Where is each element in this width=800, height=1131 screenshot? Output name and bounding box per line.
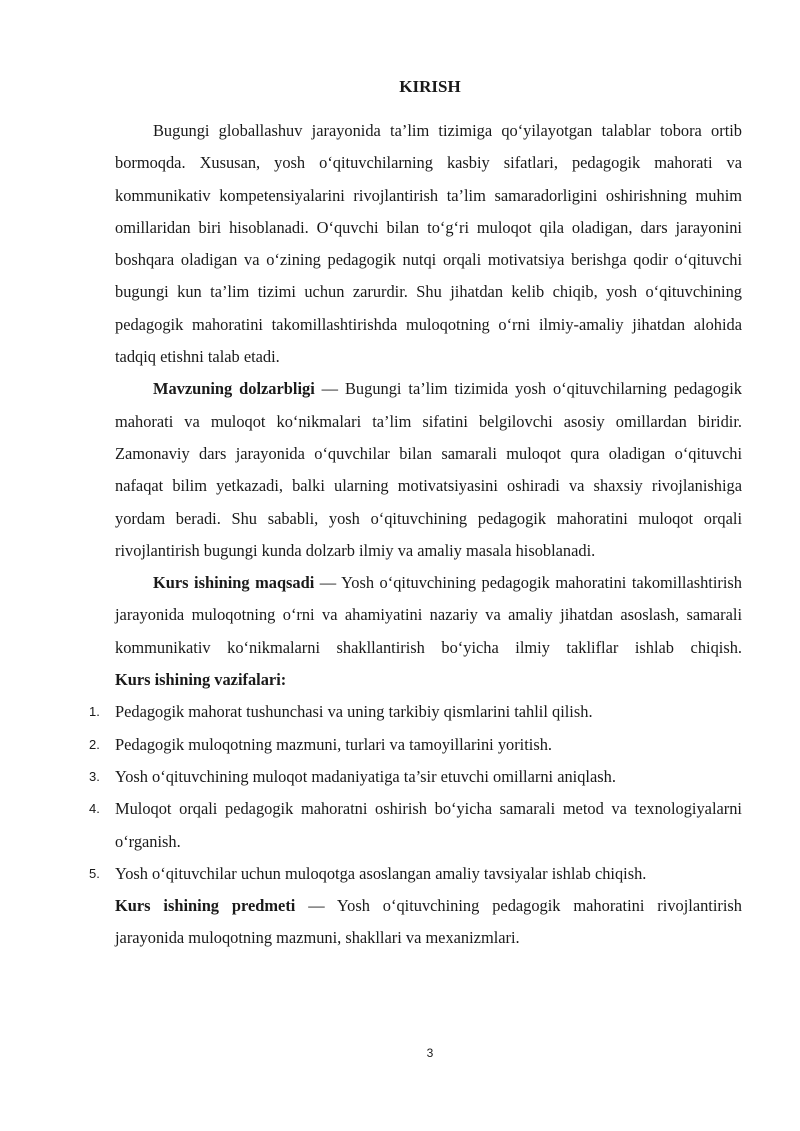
list-item-text: Pedagogik mahorat tushunchasi va uning tarkibiy qismlarini tahlil qilish.: [115, 702, 593, 722]
goal-label: Kurs ishining maqsadi: [153, 573, 315, 593]
list-item-text: Pedagogik muloqotning mazmuni, turlari va tamoyillarini yoritish.: [115, 734, 553, 754]
list-number: 2.: [89, 736, 100, 752]
list-item-text: Muloqot orqali pedagogik mahoratni oshirish bo‘yicha samarali metod va texnologiyalarni o‘rganish.: [115, 799, 742, 851]
list-item: [89, 696, 742, 728]
subject-text: — Yosh o‘qituvchining pedagogik mahoratini rivojlantirish jarayonida muloqotning mazmuni, shakllari va mexanizmlari.: [115, 896, 742, 948]
list-item: [89, 729, 742, 761]
body-text: [89, 115, 742, 955]
intro-paragraph: Bugungi globallashuv jarayonida ta’lim tizimiga qo‘yilayotgan talablar tobora ortib bormoqda. Xususan, yosh o‘qituvchilarning kasbiy sifatlari, pedagogik mahorati va kommunikativ kompetensiyalarini rivojlantirish ta’lim samaradorligini oshirishning muhim omillaridan biri hisoblanadi. O‘quvchi bilan to‘g‘ri muloqot qila oladigan, dars jarayonini boshqara oladigan va o‘zining pedagogik nutqi orqali motivatsiya berishga qodir o‘qituvchi bugungi kun ta’lim tizimi uchun zarurdir. Shu jihatdan kelib chiqib, yosh o‘qituvchining pedagogik mahoratini takomillashtirishda muloqotning o‘rni ilmiy-amaliy jihatdan alohida tadqiq etishni talab etadi.: [115, 121, 742, 367]
list-item: [89, 761, 742, 793]
goal-paragraph: [115, 567, 742, 664]
tasks-list: [89, 696, 742, 890]
subject-label: Kurs ishining predmeti: [115, 896, 296, 916]
relevance-label: Mavzuning dolzarbligi: [153, 379, 315, 399]
list-item: [89, 858, 742, 890]
list-item-text: Yosh o‘qituvchilar uchun muloqotga asoslangan amaliy tavsiyalar ishlab chiqish.: [115, 863, 647, 883]
list-item: [89, 793, 742, 858]
relevance-text: — Bugungi ta’lim tizimida yosh o‘qituvchilarning pedagogik mahorati va muloqot ko‘nikmalari ta’lim sifatini belgilovchi asosiy omillardan biridir. Zamonaviy dars jarayonida o‘quvchilar bilan samarali muloqot qura oladigan o‘qituvchi nafaqat bilim yetkazadi, balki ularning motivatsiyasini oshiradi va shaxsiy rivojlanishiga yordam beradi. Shu sababli, yosh o‘qituvchining pedagogik mahoratini muloqot orqali rivojlantirish bugungi kunda dolzarb ilmiy va amaliy masala hisoblanadi.: [115, 379, 742, 560]
relevance-paragraph: [115, 373, 742, 567]
list-item-text: Yosh o‘qituvchining muloqot madaniyatiga ta’sir etuvchi omillarni aniqlash.: [115, 766, 616, 786]
goal-text: — Yosh o‘qituvchining pedagogik mahoratini takomillashtirish jarayonida muloqotning o‘rni va ahamiyatini nazariy va amaliy jihatdan asoslash, samarali kommunikativ ko‘nikmalarni shakllantirish bo‘yicha ilmiy takliflar ishlab chiqish.: [115, 573, 742, 657]
section-heading: KIRISH: [399, 77, 461, 96]
list-number: 5.: [89, 865, 100, 881]
tasks-heading: Kurs ishining vazifalari:: [115, 670, 287, 690]
list-number: 3.: [89, 768, 100, 784]
subject-paragraph: [115, 890, 742, 955]
list-number: 4.: [89, 801, 100, 817]
list-number: 1.: [89, 704, 100, 720]
page-number: 3: [426, 1046, 434, 1060]
